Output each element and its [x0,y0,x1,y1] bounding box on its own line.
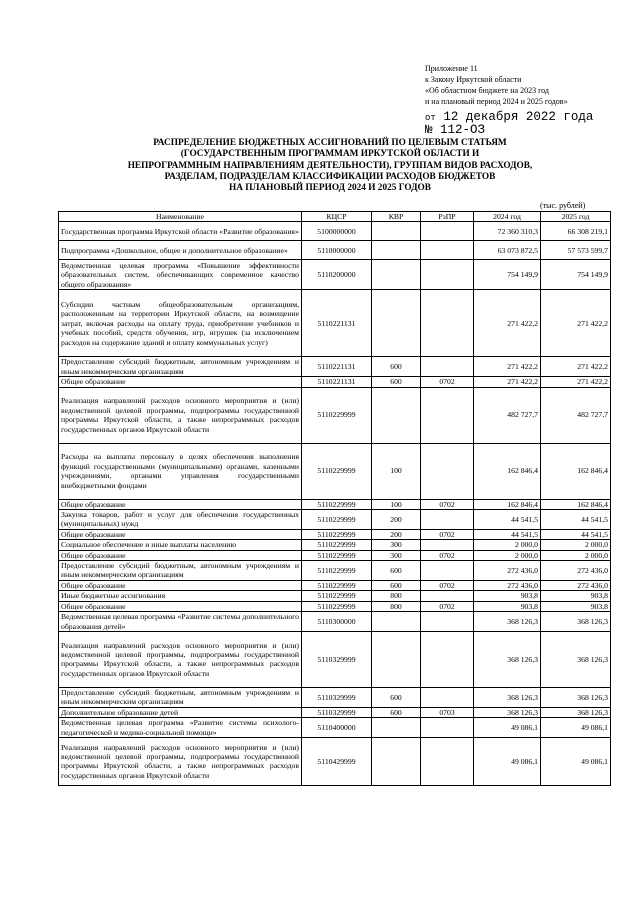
cell-name: Иные бюджетные ассигнования [59,591,302,601]
cell-2024: 903,8 [474,591,541,601]
table-row [59,561,611,581]
law-date: 12 декабря 2022 года [443,110,594,124]
cell-kcsr: 5110200000 [302,260,372,290]
title-line: (ГОСУДАРСТВЕННЫМ ПРОГРАММАМ ИРКУТСКОЙ ОБЛАСТИ И [180,149,480,160]
appendix-header [425,63,568,107]
cell-2025: 903,8 [541,601,611,611]
cell-rzpr [421,687,474,707]
cell-2025: 162 846,4 [541,443,611,499]
cell-name: Реализация направлений расходов основного мероприятия и (или) ведомственной целевой программы, подпрограммы государственной программы Иркутской области, а также непрограммных расходов государственных органов Иркутской области [59,631,302,687]
cell-rzpr: 0702 [421,377,474,387]
cell-2025: 66 308 219,1 [541,222,611,241]
table-row [59,443,611,499]
cell-2024: 72 360 310,3 [474,222,541,241]
cell-name: Субсидии частным общеобразовательным организациям, расположенным на территории Иркутской области, на возмещение затрат, включая расходы на оплату труда, приобретение учебников и учебных пособий, средств обучения, игр, игрушек (за исключением расходов на содержание зданий и оплату коммунальных услуг) [59,290,302,357]
cell-name: Ведомственная целевая программа «Развитие системы психолого-педагогической и медико-социальной помощи» [59,718,302,738]
table-header-row [59,212,611,222]
cell-kvr: 600 [372,687,421,707]
table-row [59,612,611,632]
cell-rzpr [421,591,474,601]
cell-name: Предоставление субсидий бюджетным, автономным учреждениям и иным некоммерческим организациям [59,687,302,707]
cell-rzpr [421,241,474,260]
cell-name: Дополнительное образование детей [59,707,302,717]
cell-name: Ведомственная целевая программа «Повышение эффективности образовательных систем, обеспечивающих современное качество общего образования» [59,260,302,290]
cell-name: Государственная программа Иркутской области «Развитие образования» [59,222,302,241]
table-row [59,580,611,590]
cell-rzpr [421,737,474,785]
cell-2024: 2 000,0 [474,540,541,550]
cell-2024: 271 422,2 [474,377,541,387]
cell-kcsr: 5110221131 [302,290,372,357]
cell-2025: 368 126,3 [541,707,611,717]
cell-kcsr: 5110229999 [302,580,372,590]
cell-kcsr: 5110000000 [302,241,372,260]
cell-2024: 63 073 872,5 [474,241,541,260]
cell-rzpr: 0703 [421,707,474,717]
cell-kvr: 600 [372,561,421,581]
table-row [59,377,611,387]
cell-kcsr: 5110221131 [302,377,372,387]
table-row [59,601,611,611]
units-label: (тыс. рублей) [540,201,586,210]
cell-rzpr [421,260,474,290]
cell-kcsr: 5110229999 [302,561,372,581]
table-row [59,510,611,530]
title-line: НЕПРОГРАММНЫМ НАПРАВЛЕНИЯМ ДЕЯТЕЛЬНОСТИ), ГРУППАМ ВИДОВ РАСХОДОВ, [127,160,533,171]
cell-rzpr: 0702 [421,529,474,539]
table-row [59,290,611,357]
cell-2024: 754 149,9 [474,260,541,290]
cell-kcsr: 5110229999 [302,591,372,601]
cell-kvr [372,631,421,687]
cell-2025: 2 000,0 [541,550,611,560]
table-row [59,707,611,717]
cell-kcsr: 5110229999 [302,550,372,560]
cell-2024: 44 541,5 [474,529,541,539]
table-row [59,222,611,241]
cell-name: Социальное обеспечение и иные выплаты населению [59,540,302,550]
cell-name: Предоставление субсидий бюджетным, автономным учреждениям и иным некоммерческим организациям [59,357,302,377]
table-row [59,540,611,550]
title-line: РАСПРЕДЕЛЕНИЕ БЮДЖЕТНЫХ АССИГНОВАНИЙ ПО ЦЕЛЕВЫМ СТАТЬЯМ [153,138,507,148]
appendix-line: к Закону Иркутской области [425,75,522,84]
table-row [59,718,611,738]
cell-2024: 368 126,3 [474,631,541,687]
cell-name: Общее образование [59,580,302,590]
cell-2025: 368 126,3 [541,631,611,687]
cell-kvr [372,737,421,785]
table-row [59,737,611,785]
appendix-line: «Об областном бюджете на 2023 год [425,86,549,95]
cell-2024: 368 126,3 [474,707,541,717]
cell-kvr: 200 [372,529,421,539]
cell-kcsr: 5110229999 [302,443,372,499]
document-title [60,138,600,194]
header-rzpr: РзПР [421,212,474,222]
appendix-line: и на плановый период 2024 и 2025 годов» [425,97,568,106]
cell-kvr [372,290,421,357]
header-kvr: КВР [372,212,421,222]
cell-2025: 49 086,1 [541,718,611,738]
cell-kcsr: 5110329999 [302,631,372,687]
cell-2024: 272 436,0 [474,580,541,590]
cell-rzpr [421,631,474,687]
header-name: Наименование [59,212,302,222]
cell-2025: 368 126,3 [541,687,611,707]
cell-kvr: 200 [372,510,421,530]
cell-kvr [372,260,421,290]
header-2025: 2025 год [541,212,611,222]
cell-kvr [372,387,421,443]
cell-name: Подпрограмма «Дошкольное, общее и дополнительное образование» [59,241,302,260]
cell-rzpr [421,387,474,443]
cell-2024: 368 126,3 [474,612,541,632]
cell-2025: 482 727,7 [541,387,611,443]
cell-2024: 2 000,0 [474,550,541,560]
cell-kvr [372,718,421,738]
cell-rzpr: 0702 [421,601,474,611]
cell-rzpr [421,612,474,632]
cell-rzpr: 0702 [421,499,474,509]
cell-2025: 44 541,5 [541,510,611,530]
cell-kvr: 300 [372,550,421,560]
cell-rzpr [421,561,474,581]
number-sign: № [425,123,433,137]
cell-name: Общее образование [59,550,302,560]
cell-name: Реализация направлений расходов основного мероприятия и (или) ведомственной целевой программы, подпрограммы государственной программы Иркутской области, а также непрограммных расходов государственных органов Иркутской области [59,737,302,785]
law-number: 112-ОЗ [440,123,486,137]
cell-2025: 272 436,0 [541,580,611,590]
cell-kvr: 600 [372,377,421,387]
cell-kcsr: 5110229999 [302,499,372,509]
cell-2025: 57 573 599,7 [541,241,611,260]
cell-rzpr [421,357,474,377]
cell-kcsr: 5110400000 [302,718,372,738]
cell-name: Общее образование [59,377,302,387]
cell-kvr: 300 [372,540,421,550]
cell-2025: 903,8 [541,591,611,601]
cell-kcsr: 5110429999 [302,737,372,785]
cell-kvr: 600 [372,580,421,590]
cell-2025: 368 126,3 [541,612,611,632]
cell-2025: 44 541,5 [541,529,611,539]
cell-2024: 271 422,2 [474,290,541,357]
cell-name: Ведомственная целевая программа «Развитие системы дополнительного образования детей» [59,612,302,632]
appendix-line: Приложение 11 [425,64,478,73]
cell-rzpr [421,510,474,530]
cell-2024: 162 846,4 [474,499,541,509]
cell-rzpr [421,540,474,550]
cell-2024: 162 846,4 [474,443,541,499]
cell-kvr: 600 [372,357,421,377]
cell-rzpr: 0702 [421,580,474,590]
table-row [59,387,611,443]
cell-kcsr: 5100000000 [302,222,372,241]
cell-kcsr: 5110329999 [302,707,372,717]
cell-2024: 272 436,0 [474,561,541,581]
table-row [59,260,611,290]
cell-kvr [372,241,421,260]
table-row [59,687,611,707]
cell-kcsr: 5110229999 [302,529,372,539]
cell-rzpr [421,718,474,738]
title-line: РАЗДЕЛАМ, ПОДРАЗДЕЛАМ КЛАССИФИКАЦИИ РАСХОДОВ БЮДЖЕТОВ [164,171,496,182]
cell-kcsr: 5110221131 [302,357,372,377]
cell-2024: 482 727,7 [474,387,541,443]
budget-table [58,211,611,786]
cell-rzpr: 0702 [421,550,474,560]
cell-2024: 903,8 [474,601,541,611]
table-row [59,529,611,539]
cell-name: Общее образование [59,499,302,509]
cell-kcsr: 5110300000 [302,612,372,632]
table-row [59,591,611,601]
cell-kcsr: 5110329999 [302,687,372,707]
cell-kcsr: 5110229999 [302,540,372,550]
table-body [59,222,611,786]
cell-2025: 162 846,4 [541,499,611,509]
cell-2024: 368 126,3 [474,687,541,707]
cell-name: Общее образование [59,529,302,539]
cell-2025: 272 436,0 [541,561,611,581]
header-kcsr: КЦСР [302,212,372,222]
title-line: НА ПЛАНОВЫЙ ПЕРИОД 2024 И 2025 ГОДОВ [229,183,431,194]
cell-name: Предоставление субсидий бюджетным, автономным учреждениям и иным некоммерческим организациям [59,561,302,581]
cell-2025: 754 149,9 [541,260,611,290]
cell-kvr: 100 [372,499,421,509]
table-row [59,357,611,377]
cell-2024: 44 541,5 [474,510,541,530]
cell-2025: 2 000,0 [541,540,611,550]
cell-kvr: 600 [372,707,421,717]
cell-name: Закупка товаров, работ и услуг для обеспечения государственных (муниципальных) нужд [59,510,302,530]
header-2024: 2024 год [474,212,541,222]
date-prefix: от [425,113,436,123]
cell-kcsr: 5110229999 [302,387,372,443]
cell-kvr [372,612,421,632]
table-row [59,631,611,687]
cell-2024: 49 086,1 [474,718,541,738]
cell-kvr: 100 [372,443,421,499]
law-date-stamp [425,111,593,136]
cell-kvr [372,222,421,241]
cell-2024: 271 422,2 [474,357,541,377]
cell-kcsr: 5110229999 [302,601,372,611]
cell-kvr: 800 [372,591,421,601]
table-row [59,241,611,260]
cell-name: Реализация направлений расходов основного мероприятия и (или) ведомственной целевой программы, подпрограммы государственной программы Иркутской области, а также непрограммных расходов государственных органов Иркутской области [59,387,302,443]
cell-name: Общее образование [59,601,302,611]
cell-2025: 271 422,2 [541,377,611,387]
cell-rzpr [421,443,474,499]
cell-2025: 49 086,1 [541,737,611,785]
cell-2025: 271 422,2 [541,357,611,377]
cell-rzpr [421,222,474,241]
cell-rzpr [421,290,474,357]
cell-2024: 49 086,1 [474,737,541,785]
table-row [59,550,611,560]
cell-name: Расходы на выплаты персоналу в целях обеспечения выполнения функций государственными (муниципальными) органами, казенными учреждениями, органами управления государственными внебюджетными фондами [59,443,302,499]
cell-kcsr: 5110229999 [302,510,372,530]
cell-2025: 271 422,2 [541,290,611,357]
table-row [59,499,611,509]
cell-kvr: 800 [372,601,421,611]
